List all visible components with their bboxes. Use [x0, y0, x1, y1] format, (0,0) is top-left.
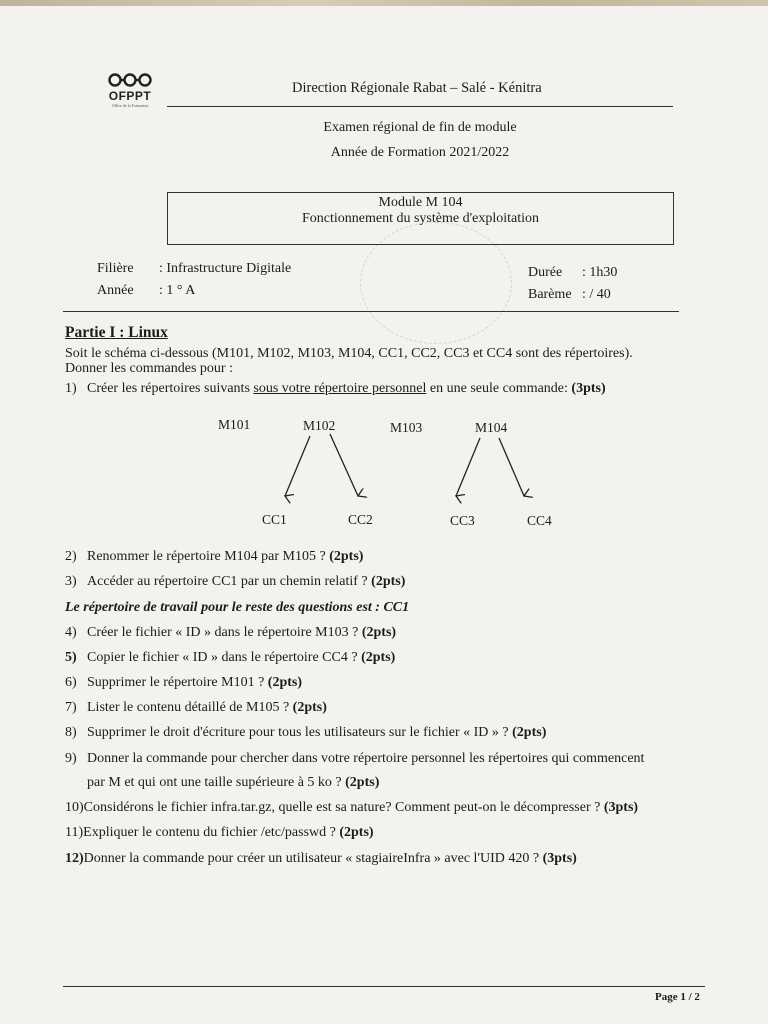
- tree-arrows: [270, 430, 540, 505]
- module-box: [167, 192, 674, 245]
- question-7: [65, 699, 327, 717]
- question-text: Supprimer le répertoire M101 ?: [87, 675, 268, 690]
- question-number: 2): [65, 549, 77, 564]
- question-points: (3pts): [603, 800, 639, 815]
- question-points: (2pts): [371, 574, 406, 589]
- module-title: Fonctionnement du système d'exploitation: [302, 211, 539, 226]
- direction-title: Direction Régionale Rabat – Salé - Kénitra: [292, 80, 542, 96]
- dir-cc1: CC1: [262, 512, 287, 527]
- question-number: 10): [65, 800, 84, 815]
- question-8: [65, 724, 546, 742]
- duree-value: : 1h30: [582, 265, 618, 280]
- question-text: Lister le contenu détaillé de M105 ?: [87, 700, 293, 715]
- working-dir-note: Le répertoire de travail pour le reste des questions est : CC1: [65, 600, 410, 615]
- question-text: Expliquer le contenu du fichier /etc/passwd ?: [83, 825, 340, 840]
- footer-rule: [63, 986, 705, 987]
- question-number: 11): [65, 825, 84, 840]
- filiere-label: Filière: [97, 261, 134, 276]
- question-points: (2pts): [361, 650, 396, 665]
- question-text: Copier le fichier « ID » dans le répertoire CC4 ?: [87, 650, 362, 665]
- question-number: 7): [65, 700, 77, 715]
- question-number: 6): [65, 675, 77, 690]
- annee-value: : 1 ° A: [159, 283, 196, 298]
- dir-m103: M103: [390, 420, 423, 435]
- question-number: 9): [65, 751, 77, 766]
- question-9: [65, 750, 644, 768]
- info-rule: [63, 311, 679, 312]
- exam-title: Examen régional de fin de module: [323, 120, 517, 135]
- arrow-m102-cc1: [285, 436, 310, 496]
- dir-m102: M102: [303, 418, 336, 433]
- dir-m101: M101: [218, 417, 251, 432]
- question-3: [65, 573, 405, 591]
- question-number: 12): [65, 851, 84, 866]
- question-points: (2pts): [361, 625, 397, 640]
- filiere-value: : Infrastructure Digitale: [159, 261, 292, 276]
- header-rule: [167, 106, 673, 107]
- question-number: 5): [65, 650, 77, 665]
- question-2: [65, 548, 363, 566]
- question-points: (2pts): [512, 725, 547, 740]
- question-10: [65, 799, 638, 817]
- logo-text: OFPPT: [108, 89, 152, 103]
- question-points: (2pts): [267, 675, 303, 690]
- formation-year: Année de Formation 2021/2022: [330, 145, 510, 160]
- question-12: [65, 850, 577, 868]
- question-4: [65, 624, 396, 642]
- question-points: (2pts): [292, 700, 327, 715]
- question-text: Renommer le répertoire M104 par M105 ?: [87, 549, 330, 564]
- question-points: (2pts): [339, 825, 374, 840]
- underlined-text: sous votre répertoire personnel: [253, 381, 427, 396]
- question-11: [65, 824, 374, 842]
- module-code: Module M 104: [378, 195, 463, 210]
- question-number: 8): [65, 725, 77, 740]
- dir-cc4: CC4: [527, 513, 552, 528]
- question-text: Créer les répertoires suivants: [87, 381, 254, 396]
- question-points: (3pts): [571, 381, 606, 396]
- question-text: par M et qui ont une taille supérieure à 5 ko ?: [87, 775, 346, 790]
- question-number: 1): [65, 381, 77, 396]
- arrow-m104-cc3: [456, 438, 480, 496]
- question-text: Considérons le fichier infra.tar.gz, quelle est sa nature? Comment peut-on le décompresser ?: [83, 800, 604, 815]
- annee-label: Année: [97, 283, 134, 298]
- arrow-m102-cc2: [330, 434, 358, 496]
- question-points: (2pts): [329, 549, 364, 564]
- question-points: (2pts): [345, 775, 380, 790]
- bareme-label: Barème: [528, 287, 572, 302]
- ofppt-logo: [100, 72, 160, 108]
- question-text: Donner la commande pour chercher dans votre répertoire personnel les répertoires qui commencent: [87, 751, 645, 766]
- dir-m104: M104: [475, 420, 508, 435]
- partie-title: Partie I : Linux: [65, 324, 168, 341]
- question-text: Accéder au répertoire CC1 par un chemin relatif ?: [87, 574, 372, 589]
- question-1: [65, 380, 606, 398]
- logo-subtitle: Office de la Formation: [111, 103, 149, 108]
- question-text: Créer le fichier « ID » dans le répertoire M103 ?: [87, 625, 362, 640]
- partie-intro: Soit le schéma ci-dessous (M101, M102, M103, M104, CC1, CC2, CC3 et CC4 sont des répertoires).: [65, 346, 633, 361]
- question-5: [65, 649, 395, 667]
- top-edge: [0, 0, 768, 6]
- question-9-continued: [87, 774, 379, 792]
- page-number: Page 1 / 2: [655, 991, 700, 1003]
- question-text: Donner la commande pour créer un utilisateur « stagiaireInfra » avec l'UID 420 ?: [83, 851, 543, 866]
- question-points: (3pts): [542, 851, 577, 866]
- ofppt-emblem-icon: [106, 72, 154, 88]
- bareme-value: : / 40: [582, 287, 611, 302]
- duree-label: Durée: [528, 265, 563, 280]
- dir-cc3: CC3: [450, 513, 475, 528]
- question-number: 3): [65, 574, 77, 589]
- partie-instruction: Donner les commandes pour :: [65, 361, 233, 376]
- question-text-end: en une seule commande:: [426, 381, 572, 396]
- question-6: [65, 674, 302, 692]
- arrow-m104-cc4: [499, 438, 524, 496]
- question-number: 4): [65, 625, 77, 640]
- question-text: Supprimer le droit d'écriture pour tous les utilisateurs sur le fichier « ID » ?: [87, 725, 513, 740]
- dir-cc2: CC2: [348, 512, 373, 527]
